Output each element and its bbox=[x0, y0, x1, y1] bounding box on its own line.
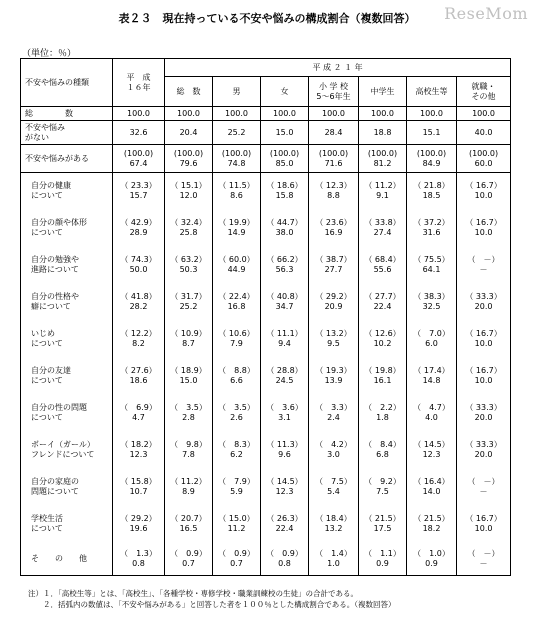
table-cell: （ 11.3） 9.6 bbox=[261, 432, 309, 469]
table-cell: （ 18.9） 15.0 bbox=[165, 358, 213, 395]
table-cell: （ 16.4） 14.0 bbox=[407, 469, 457, 506]
table-cell: （ 1.1） 0.9 bbox=[359, 543, 407, 576]
table-cell: （ 60.0） 44.9 bbox=[213, 247, 261, 284]
table-row bbox=[21, 247, 511, 284]
table-cell: （ 12.2） 8.2 bbox=[113, 321, 165, 358]
table-cell: （ 13.2） 9.5 bbox=[309, 321, 359, 358]
table-cell: （ 23.6） 16.9 bbox=[309, 210, 359, 247]
table-cell: （ 29.2） 19.6 bbox=[113, 506, 165, 543]
table-cell: （ 31.7） 25.2 bbox=[165, 284, 213, 321]
table-cell: (100.0) 71.6 bbox=[309, 145, 359, 173]
table-cell: （ 32.4） 25.8 bbox=[165, 210, 213, 247]
table-cell: （ 3.6） 3.1 bbox=[261, 395, 309, 432]
table-cell: （ 29.2） 20.9 bbox=[309, 284, 359, 321]
table-cell: （ 22.4） 16.8 bbox=[213, 284, 261, 321]
header-h21: 平 成 ２ １ 年 bbox=[165, 59, 511, 77]
resemom-logo: ReseMom bbox=[444, 4, 528, 23]
table-cell: （ 21.5） 18.2 bbox=[407, 506, 457, 543]
table-cell: 100.0 bbox=[261, 107, 309, 121]
table-row bbox=[21, 358, 511, 395]
table-cell: （ 9.8） 7.8 bbox=[165, 432, 213, 469]
table-cell: （ 3.5） 2.6 bbox=[213, 395, 261, 432]
table-row bbox=[21, 284, 511, 321]
table-cell: （ 63.2） 50.3 bbox=[165, 247, 213, 284]
table-cell: （ 19.9） 14.9 bbox=[213, 210, 261, 247]
table-cell: （ 4.7） 4.0 bbox=[407, 395, 457, 432]
table-cell: （ 40.8） 34.7 bbox=[261, 284, 309, 321]
table-cell: （ －） － bbox=[457, 543, 511, 576]
table-cell: （ 10.9） 8.7 bbox=[165, 321, 213, 358]
table-cell: （ 44.7） 38.0 bbox=[261, 210, 309, 247]
page-title: 表２３ 現在持っている不安や悩みの構成割合（複数回答） bbox=[118, 12, 416, 25]
table-cell: （ 1.3） 0.8 bbox=[113, 543, 165, 576]
column-header: 中学生 bbox=[359, 77, 407, 107]
table-cell: （ 0.9） 0.7 bbox=[165, 543, 213, 576]
column-header: 男 bbox=[213, 77, 261, 107]
table-row bbox=[21, 469, 511, 506]
table-cell: (100.0) 81.2 bbox=[359, 145, 407, 173]
table-cell: （ 41.8） 28.2 bbox=[113, 284, 165, 321]
table-cell: （ 33.3） 20.0 bbox=[457, 284, 511, 321]
header-h16: 平 成 １６年 bbox=[113, 59, 165, 107]
table-cell: （ 23.3） 15.7 bbox=[113, 173, 165, 210]
table-cell: 20.4 bbox=[165, 121, 213, 145]
row-label: 不安や悩み がない bbox=[21, 121, 113, 145]
column-header: 女 bbox=[261, 77, 309, 107]
table-cell: （ 16.7） 10.0 bbox=[457, 321, 511, 358]
table-cell: （ 15.0） 11.2 bbox=[213, 506, 261, 543]
table-cell: （ 26.3） 22.4 bbox=[261, 506, 309, 543]
table-cell: （ 7.0） 6.0 bbox=[407, 321, 457, 358]
table-cell: （ 68.4） 55.6 bbox=[359, 247, 407, 284]
table-cell: 100.0 bbox=[407, 107, 457, 121]
table-cell: （ 15.8） 10.7 bbox=[113, 469, 165, 506]
table-cell: （ 74.3） 50.0 bbox=[113, 247, 165, 284]
table-row bbox=[21, 210, 511, 247]
row-label: 自分の勉強や 進路について bbox=[21, 247, 113, 284]
table-cell: 100.0 bbox=[213, 107, 261, 121]
table-cell: 18.8 bbox=[359, 121, 407, 145]
table-row bbox=[21, 543, 511, 576]
table-cell: （ 37.2） 31.6 bbox=[407, 210, 457, 247]
table-row bbox=[21, 432, 511, 469]
column-header: 高校生等 bbox=[407, 77, 457, 107]
table-cell: （ －） － bbox=[457, 469, 511, 506]
table-cell: （ 16.7） 10.0 bbox=[457, 173, 511, 210]
table-cell: （ 4.2） 3.0 bbox=[309, 432, 359, 469]
row-label: 自分の家庭の 問題について bbox=[21, 469, 113, 506]
table-cell: （ 1.4） 1.0 bbox=[309, 543, 359, 576]
column-header: 就職・ その他 bbox=[457, 77, 511, 107]
table-cell: （ 7.9） 5.9 bbox=[213, 469, 261, 506]
table-cell: （ 12.6） 10.2 bbox=[359, 321, 407, 358]
table-cell: （ 75.5） 64.1 bbox=[407, 247, 457, 284]
table-cell: 100.0 bbox=[165, 107, 213, 121]
table-cell: （ 19.8） 16.1 bbox=[359, 358, 407, 395]
table-cell: （ 14.5） 12.3 bbox=[261, 469, 309, 506]
table-cell: （ 38.7） 27.7 bbox=[309, 247, 359, 284]
table-cell: （ 18.4） 13.2 bbox=[309, 506, 359, 543]
table-cell: (100.0) 60.0 bbox=[457, 145, 511, 173]
table-cell: （ 28.8） 24.5 bbox=[261, 358, 309, 395]
column-header: 小 学 校 5～6年生 bbox=[309, 77, 359, 107]
table-row bbox=[21, 173, 511, 210]
table-cell: （ 12.3） 8.8 bbox=[309, 173, 359, 210]
note-1: 注）１．「高校生等」とは、「高校生」、「各種学校・専修学校・職業訓練校の生徒」の合計である。 bbox=[28, 589, 358, 598]
table-cell: (100.0) 85.0 bbox=[261, 145, 309, 173]
table-cell: （ 42.9） 28.9 bbox=[113, 210, 165, 247]
row-label: 自分の健康 について bbox=[21, 173, 113, 210]
table-cell: （ 21.5） 17.5 bbox=[359, 506, 407, 543]
table-cell: （ 0.9） 0.7 bbox=[213, 543, 261, 576]
table-cell: （ 8.8） 6.6 bbox=[213, 358, 261, 395]
table-cell: （ 7.5） 5.4 bbox=[309, 469, 359, 506]
row-label: そ の 他 bbox=[21, 543, 113, 576]
table-row bbox=[21, 145, 511, 173]
table-cell: （ 8.3） 6.2 bbox=[213, 432, 261, 469]
column-header: 総 数 bbox=[165, 77, 213, 107]
table-cell: （ 11.1） 9.4 bbox=[261, 321, 309, 358]
table-cell: （ 8.4） 6.8 bbox=[359, 432, 407, 469]
table-cell: （ 66.2） 56.3 bbox=[261, 247, 309, 284]
table-cell: （ 38.3） 32.5 bbox=[407, 284, 457, 321]
table-cell: 15.1 bbox=[407, 121, 457, 145]
row-label: いじめ について bbox=[21, 321, 113, 358]
table-cell: 100.0 bbox=[359, 107, 407, 121]
table-cell: （ 33.8） 27.4 bbox=[359, 210, 407, 247]
table-cell: （ 27.6） 18.6 bbox=[113, 358, 165, 395]
table-cell: （ 14.5） 12.3 bbox=[407, 432, 457, 469]
header-type: 不安や悩みの種類 bbox=[21, 59, 113, 107]
row-label: 自分の性格や 癖について bbox=[21, 284, 113, 321]
table-cell: 15.0 bbox=[261, 121, 309, 145]
table-row bbox=[21, 506, 511, 543]
table-cell: （ －） － bbox=[457, 247, 511, 284]
row-label: 総 数 bbox=[21, 107, 113, 121]
table-cell: （ 33.3） 20.0 bbox=[457, 395, 511, 432]
table-cell: （ 19.3） 13.9 bbox=[309, 358, 359, 395]
table-cell: 32.6 bbox=[113, 121, 165, 145]
table-cell: （ 6.9） 4.7 bbox=[113, 395, 165, 432]
table-cell: （ 18.6） 15.8 bbox=[261, 173, 309, 210]
table-cell: (100.0) 74.8 bbox=[213, 145, 261, 173]
table-row bbox=[21, 321, 511, 358]
table-cell: 40.0 bbox=[457, 121, 511, 145]
table-cell: 28.4 bbox=[309, 121, 359, 145]
row-label: ボーイ（ガール） フレンドについて bbox=[21, 432, 113, 469]
table-cell: （ 11.2） 8.9 bbox=[165, 469, 213, 506]
unit-label: （単位：％） bbox=[22, 49, 77, 59]
table-cell: （ 2.2） 1.8 bbox=[359, 395, 407, 432]
row-label: 自分の友達 について bbox=[21, 358, 113, 395]
table-cell: （ 18.2） 12.3 bbox=[113, 432, 165, 469]
table-cell: （ 1.0） 0.9 bbox=[407, 543, 457, 576]
table-cell: （ 33.3） 20.0 bbox=[457, 432, 511, 469]
table-cell: 100.0 bbox=[113, 107, 165, 121]
table-cell: （ 15.1） 12.0 bbox=[165, 173, 213, 210]
notes bbox=[28, 588, 396, 610]
table-cell: （ 21.8） 18.5 bbox=[407, 173, 457, 210]
table-cell: （ 16.7） 10.0 bbox=[457, 210, 511, 247]
table-cell: （ 10.6） 7.9 bbox=[213, 321, 261, 358]
table-cell: （ 16.7） 10.0 bbox=[457, 358, 511, 395]
table-cell: （ 20.7） 16.5 bbox=[165, 506, 213, 543]
table-cell: 100.0 bbox=[309, 107, 359, 121]
table-cell: （ 0.9） 0.8 bbox=[261, 543, 309, 576]
table-cell: 25.2 bbox=[213, 121, 261, 145]
table-cell: (100.0) 84.9 bbox=[407, 145, 457, 173]
table-cell: （ 3.3） 2.4 bbox=[309, 395, 359, 432]
table-cell: (100.0) 79.6 bbox=[165, 145, 213, 173]
anxiety-table bbox=[20, 58, 511, 576]
table-cell: （ 9.2） 7.5 bbox=[359, 469, 407, 506]
table-cell: （ 17.4） 14.8 bbox=[407, 358, 457, 395]
row-label: 不安や悩みがある bbox=[21, 145, 113, 173]
table-row bbox=[21, 395, 511, 432]
row-label: 学校生活 について bbox=[21, 506, 113, 543]
table-row bbox=[21, 121, 511, 145]
table-cell: （ 11.2） 9.1 bbox=[359, 173, 407, 210]
table-cell: (100.0) 67.4 bbox=[113, 145, 165, 173]
table-cell: （ 3.5） 2.8 bbox=[165, 395, 213, 432]
table-cell: 100.0 bbox=[457, 107, 511, 121]
table-cell: （ 27.7） 22.4 bbox=[359, 284, 407, 321]
row-label: 自分の性の問題 について bbox=[21, 395, 113, 432]
table-row bbox=[21, 107, 511, 121]
table-cell: （ 11.5） 8.6 bbox=[213, 173, 261, 210]
table-cell: （ 16.7） 10.0 bbox=[457, 506, 511, 543]
note-2: ２．括弧内の数値は、「不安や悩みがある」と回答した者を１００％とした構成割合である。（複数回答） bbox=[28, 600, 396, 609]
row-label: 自分の顔や体形 について bbox=[21, 210, 113, 247]
